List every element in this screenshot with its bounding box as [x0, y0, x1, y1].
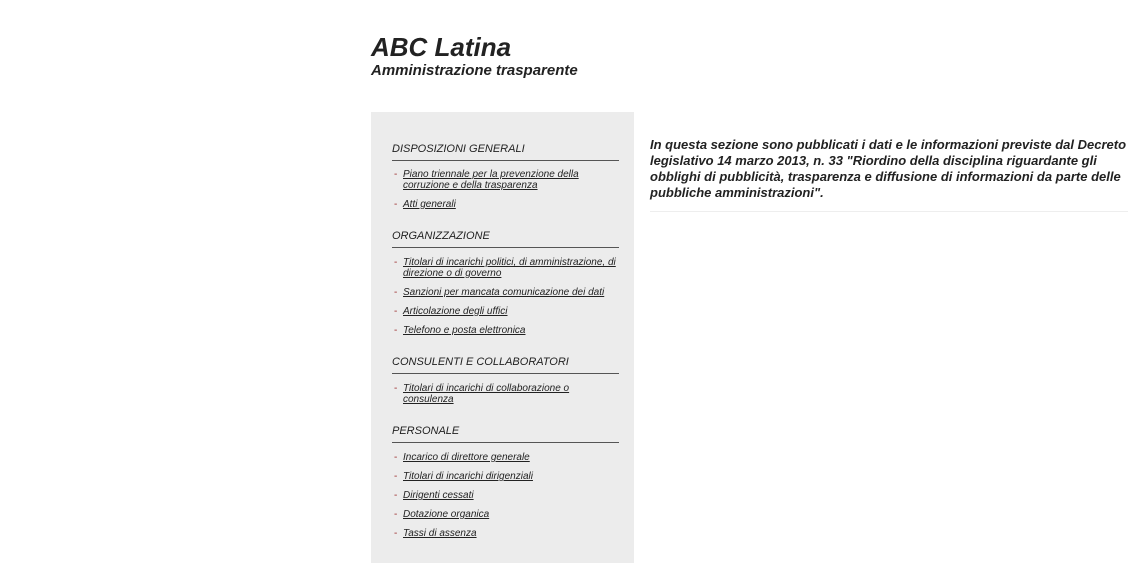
nav-section-title: CONSULENTI E COLLABORATORI: [392, 356, 619, 374]
nav-item-tassi-assenza: [392, 528, 619, 539]
nav-link-sanzioni[interactable]: Sanzioni per mancata comunicazione dei dati: [403, 287, 605, 298]
nav-item-incarichi-collaborazione: [392, 383, 619, 405]
site-title: ABC Latina: [371, 32, 512, 62]
nav-item-incarichi-dirigenziali: [392, 471, 619, 482]
nav-link-direttore-generale[interactable]: Incarico di direttore generale: [403, 452, 530, 463]
bullet-dash: -: [394, 325, 398, 336]
nav-link-titolari-incarichi-politici[interactable]: Titolari di incarichi politici, di amministrazione, di direzione o di governo: [403, 257, 616, 279]
nav-section-title: PERSONALE: [392, 425, 619, 443]
bullet-dash: -: [394, 287, 398, 298]
bullet-dash: -: [394, 199, 398, 210]
nav-item-dotazione-organica: [392, 509, 619, 520]
site-header: [371, 32, 578, 80]
bullet-dash: -: [394, 306, 398, 317]
nav-item-direttore-generale: [392, 452, 619, 463]
nav-section-title: ORGANIZZAZIONE: [392, 230, 619, 248]
nav-item-titolari-incarichi-politici: [392, 257, 619, 279]
nav-link-incarichi-dirigenziali[interactable]: Titolari di incarichi dirigenziali: [403, 471, 533, 482]
bullet-dash: -: [394, 383, 398, 394]
bullet-dash: -: [394, 509, 398, 520]
nav-link-dotazione-organica[interactable]: Dotazione organica: [403, 509, 490, 520]
nav-section-disposizioni-generali: [392, 143, 619, 210]
nav-link-tassi-assenza[interactable]: Tassi di assenza: [403, 528, 477, 539]
site-subtitle: Amministrazione trasparente: [371, 62, 578, 79]
nav-link-atti-generali[interactable]: Atti generali: [403, 199, 456, 210]
bullet-dash: -: [394, 257, 398, 268]
nav-section-consulenti-collaboratori: [392, 356, 619, 405]
sidebar-nav: [371, 112, 634, 563]
bullet-dash: -: [394, 452, 398, 463]
nav-section-personale: [392, 425, 619, 539]
bullet-dash: -: [394, 169, 398, 180]
nav-section-title: DISPOSIZIONI GENERALI: [392, 143, 619, 161]
intro-text: In questa sezione sono pubblicati i dati e le informazioni previste dal Decreto legislativo 14 marzo 2013, n. 33 "Riordino della disciplina riguardante gli obblighi di pubblicità, trasparenza e diffusione di informazioni da parte delle pubbliche amministrazioni".: [650, 137, 1128, 212]
bullet-dash: -: [394, 528, 398, 539]
nav-link-incarichi-collaborazione[interactable]: Titolari di incarichi di collaborazione o consulenza: [403, 383, 570, 405]
nav-link-piano-triennale[interactable]: Piano triennale per la prevenzione della corruzione e della trasparenza: [403, 169, 579, 191]
nav-item-atti-generali: [392, 199, 619, 210]
nav-link-telefono-posta[interactable]: Telefono e posta elettronica: [403, 325, 526, 336]
nav-item-sanzioni: [392, 287, 619, 298]
nav-item-dirigenti-cessati: [392, 490, 619, 501]
nav-section-organizzazione: [392, 230, 619, 336]
nav-item-articolazione-uffici: [392, 306, 619, 317]
bullet-dash: -: [394, 490, 398, 501]
nav-link-articolazione-uffici[interactable]: Articolazione degli uffici: [403, 306, 508, 317]
nav-link-dirigenti-cessati[interactable]: Dirigenti cessati: [403, 490, 474, 501]
bullet-dash: -: [394, 471, 398, 482]
nav-item-piano-triennale: [392, 169, 619, 191]
nav-item-telefono-posta: [392, 325, 619, 336]
